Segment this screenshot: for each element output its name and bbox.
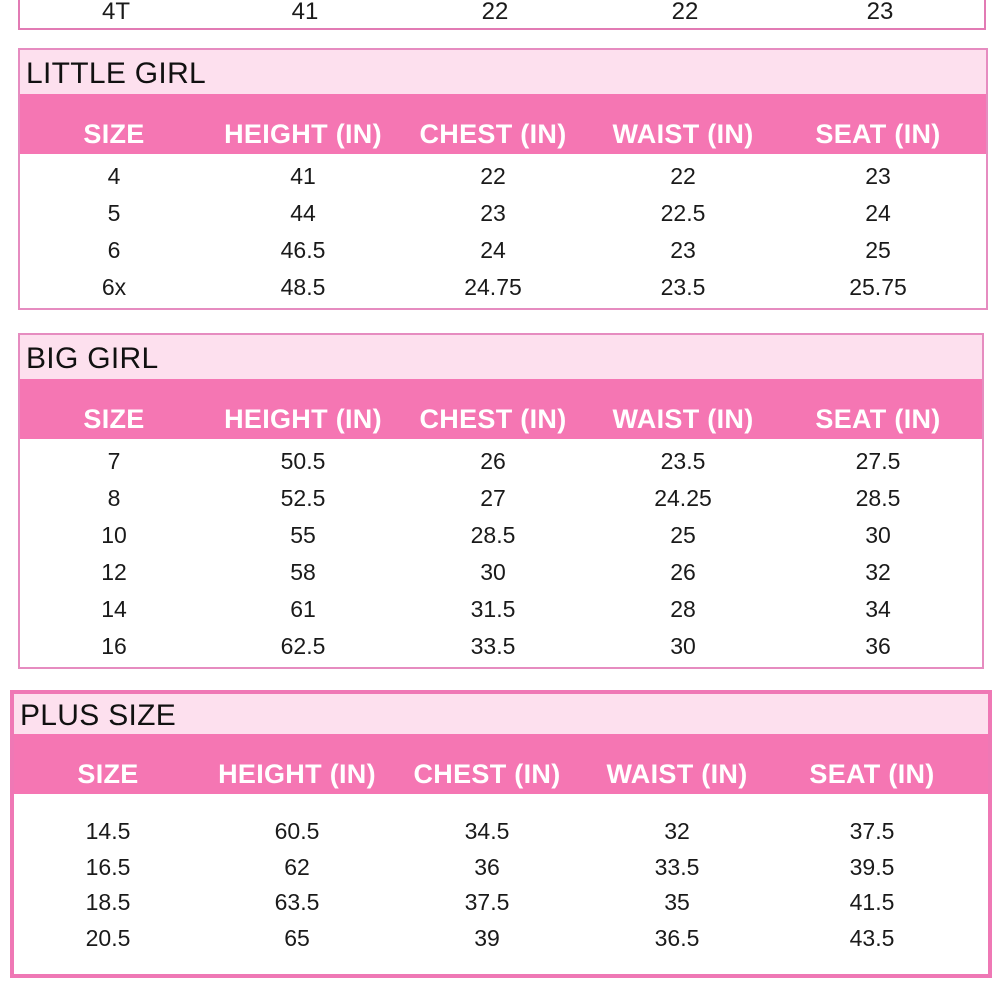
chest-cell: 36 <box>474 853 500 880</box>
height-cell: 41 <box>291 0 319 25</box>
seat-cell: 24 <box>865 200 891 226</box>
seat-cell: 30 <box>865 522 891 548</box>
size-cell: 6 <box>107 237 121 263</box>
height-cell: 52.5 <box>280 485 326 511</box>
chest-cell: 27 <box>480 485 506 511</box>
height-cell: 50.5 <box>280 448 326 474</box>
seat-cell: 23 <box>866 0 894 25</box>
size-cell: 18.5 <box>85 889 131 915</box>
chest-cell: 24 <box>480 237 506 263</box>
header-height: HEIGHT (IN) <box>224 119 382 149</box>
table-row <box>14 921 988 957</box>
height-cell: 62 <box>284 853 310 880</box>
table-row <box>20 554 982 591</box>
height-cell: 60.5 <box>274 818 320 844</box>
size-cell: 16 <box>101 633 127 659</box>
seat-cell: 25 <box>865 237 891 263</box>
waist-cell: 25 <box>670 522 696 548</box>
header-height: HEIGHT (IN) <box>224 404 382 434</box>
size-cell: 4 <box>107 163 121 189</box>
header-row <box>14 734 988 794</box>
header-chest: CHEST (IN) <box>413 759 561 789</box>
height-cell: 55 <box>290 522 316 548</box>
waist-cell: 36.5 <box>654 924 700 951</box>
seat-cell: 34 <box>865 596 891 622</box>
size-cell: 16.5 <box>85 853 131 880</box>
seat-cell: 28.5 <box>855 485 901 511</box>
chest-cell: 37.5 <box>464 889 510 915</box>
size-cell: 14.5 <box>85 818 131 844</box>
chest-cell: 23 <box>480 200 506 226</box>
seat-cell: 32 <box>865 559 891 585</box>
seat-cell: 25.75 <box>849 274 907 300</box>
height-cell: 48.5 <box>280 274 326 300</box>
header-seat: SEAT (IN) <box>815 119 941 149</box>
header-height: HEIGHT (IN) <box>218 759 376 789</box>
height-cell: 61 <box>290 596 316 622</box>
waist-cell: 28 <box>670 596 696 622</box>
table-row <box>14 814 988 850</box>
height-cell: 65 <box>284 924 310 951</box>
waist-cell: 35 <box>664 889 690 915</box>
chest-cell: 30 <box>480 559 506 585</box>
chest-cell: 22 <box>480 163 506 189</box>
table-row <box>20 232 986 269</box>
seat-cell: 41.5 <box>849 889 895 915</box>
table-row <box>14 850 988 886</box>
waist-cell: 30 <box>670 633 696 659</box>
header-row <box>20 379 982 439</box>
size-cell: 4T <box>101 0 130 25</box>
height-cell: 63.5 <box>274 889 320 915</box>
size-cell: 8 <box>107 485 121 511</box>
table-title: BIG GIRL <box>20 335 982 379</box>
header-size: SIZE <box>83 404 145 434</box>
seat-cell: 39.5 <box>849 853 895 880</box>
table-row <box>20 443 982 480</box>
height-cell: 58 <box>290 559 316 585</box>
header-size: SIZE <box>83 119 145 149</box>
table-title: LITTLE GIRL <box>20 50 986 94</box>
chest-cell: 26 <box>480 448 506 474</box>
seat-cell: 36 <box>865 633 891 659</box>
header-seat: SEAT (IN) <box>815 404 941 434</box>
height-cell: 44 <box>290 200 316 226</box>
header-waist: WAIST (IN) <box>612 119 754 149</box>
size-cell: 14 <box>101 596 127 622</box>
table-big-girl <box>18 333 984 669</box>
header-chest: CHEST (IN) <box>419 119 567 149</box>
size-cell: 12 <box>101 559 127 585</box>
table-row <box>20 591 982 628</box>
waist-cell: 23 <box>670 237 696 263</box>
waist-cell: 32 <box>664 818 690 844</box>
header-seat: SEAT (IN) <box>809 759 935 789</box>
waist-cell: 23.5 <box>660 274 706 300</box>
table-row <box>20 517 982 554</box>
partial-table-toddler <box>18 0 986 30</box>
seat-cell: 27.5 <box>855 448 901 474</box>
chest-cell: 34.5 <box>464 818 510 844</box>
size-cell: 7 <box>107 448 121 474</box>
header-waist: WAIST (IN) <box>612 404 754 434</box>
height-cell: 46.5 <box>280 237 326 263</box>
waist-cell: 23.5 <box>660 448 706 474</box>
waist-cell: 24.25 <box>654 485 712 511</box>
chest-cell: 39 <box>474 924 500 951</box>
waist-cell: 33.5 <box>654 853 700 880</box>
table-row <box>20 480 982 517</box>
height-cell: 41 <box>290 163 316 189</box>
table-row <box>20 158 986 195</box>
waist-cell: 26 <box>670 559 696 585</box>
table-row <box>20 195 986 232</box>
height-cell: 62.5 <box>280 633 326 659</box>
seat-cell: 23 <box>865 163 891 189</box>
seat-cell: 37.5 <box>849 818 895 844</box>
waist-cell: 22 <box>671 0 699 25</box>
header-chest: CHEST (IN) <box>419 404 567 434</box>
chest-cell: 33.5 <box>470 633 516 659</box>
table-plus-size <box>10 690 992 978</box>
size-cell: 20.5 <box>85 924 131 951</box>
chest-cell: 22 <box>481 0 509 25</box>
chest-cell: 24.75 <box>464 274 522 300</box>
seat-cell: 43.5 <box>849 924 895 951</box>
table-little-girl <box>18 48 988 310</box>
size-cell: 10 <box>101 522 127 548</box>
table-row <box>20 628 982 665</box>
size-cell: 6x <box>101 274 127 300</box>
waist-cell: 22 <box>670 163 696 189</box>
chest-cell: 31.5 <box>470 596 516 622</box>
table-title: PLUS SIZE <box>14 694 988 734</box>
table-row <box>14 885 988 921</box>
waist-cell: 22.5 <box>660 200 706 226</box>
header-size: SIZE <box>77 759 139 789</box>
header-waist: WAIST (IN) <box>606 759 748 789</box>
table-row <box>20 269 986 306</box>
header-row <box>20 94 986 154</box>
table-row <box>20 0 984 30</box>
size-cell: 5 <box>107 200 121 226</box>
chest-cell: 28.5 <box>470 522 516 548</box>
